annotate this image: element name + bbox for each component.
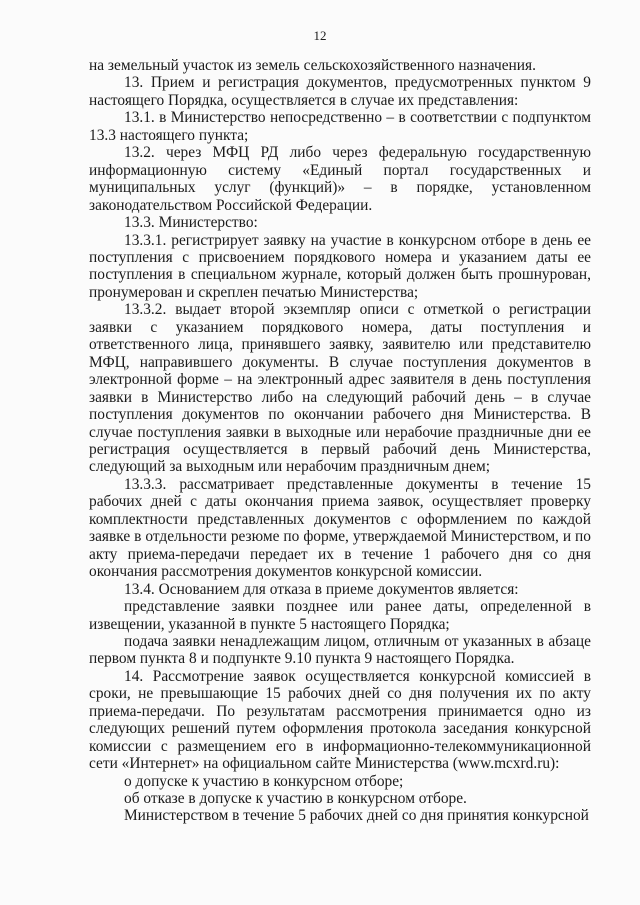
paragraph-13-3-3: 13.3.3. рассматривает представленные документы в течение 15 рабочих дней с даты окончания приема заявок, осуществляет проверку комплектности представленных документов с оформлением по каждой заявке в отдельности резюме по форме, утверждаемой Министерством, и по акту приема-передачи передает их в течение 1 рабочего дня со дня окончания рассмотрения документов конкурсной комиссии. [89, 475, 591, 581]
paragraph-13-3-2: 13.3.2. выдает второй экземпляр описи с отметкой о регистрации заявки с указанием порядкового номера, даты поступления и ответственного лица, принявшего заявку, заявителю или представителю МФЦ, направившего документы. В случае поступления документов в электронной форме – на электронный адрес заявителя в день поступления заявки в Министерство либо на следующий рабочий день – в случае поступления документов по окончании рабочего дня Министерства. В случае поступления заявки в выходные или нерабочие праздничные дни ее регистрация осуществляется в первый рабочий день Министерства, следующий за выходным или нерабочим праздничным днем; [89, 301, 591, 476]
document-body [89, 57, 591, 825]
page-number: 12 [313, 28, 327, 43]
paragraph-13-3-1: 13.3.1. регистрирует заявку на участие в конкурсном отборе в день ее поступления с присвоением порядкового номера и указанием даты ее поступления в специальном журнале, который должен быть прошнурован, пронумерован и скреплен печатью Министерства; [89, 231, 591, 301]
paragraph-13-4: 13.4. Основанием для отказа в приеме документов является: [124, 580, 519, 598]
paragraph-13-3: 13.3. Министерство: [124, 214, 258, 232]
paragraph-refusal-reason-2: подача заявки ненадлежащим лицом, отличным от указанных в абзаце первом пункта 8 и подпункте 9.10 пункта 9 настоящего Порядка. [89, 632, 591, 668]
paragraph-continuation: на земельный участок из земель сельскохозяйственного назначения. [89, 57, 536, 74]
paragraph-ministry-continuation: Министерством в течение 5 рабочих дней со дня принятия конкурсной [124, 807, 589, 825]
paragraph-13-2: 13.2. через МФЦ РД либо через федеральную государственную информационную систему «Единый портал государственных и муниципальных услуг (функций)» – в порядке, установленном законодательством Российской Федерации. [89, 144, 591, 214]
paragraph-refusal-reason-1: представление заявки позднее или ранее даты, определенной в извещении, указанной в пункте 5 настоящего Порядка; [89, 598, 591, 633]
paragraph-13-1: 13.1. в Министерство непосредственно – в соответствии с подпунктом 13.3 настоящего пункта; [89, 109, 591, 144]
paragraph-14: 14. Рассмотрение заявок осуществляется конкурсной комиссией в сроки, не превышающие 15 рабочих дней со дня получения их по акту приема-передачи. По результатам рассмотрения принимается одно из следующих решений путем оформления протокола заседания конкурсной комиссии с размещением его в информационно-телекоммуникационной сети «Интернет» на официальном сайте Министерства (www.mcxrd.ru): [89, 667, 591, 773]
paragraph-13: 13. Прием и регистрация документов, предусмотренных пунктом 9 настоящего Порядка, осуществляется в случае их представления: [89, 74, 591, 109]
paragraph-decision-admit: о допуске к участию в конкурсном отборе; [124, 772, 404, 790]
paragraph-decision-refuse: об отказе в допуске к участию в конкурсном отборе. [124, 790, 467, 808]
